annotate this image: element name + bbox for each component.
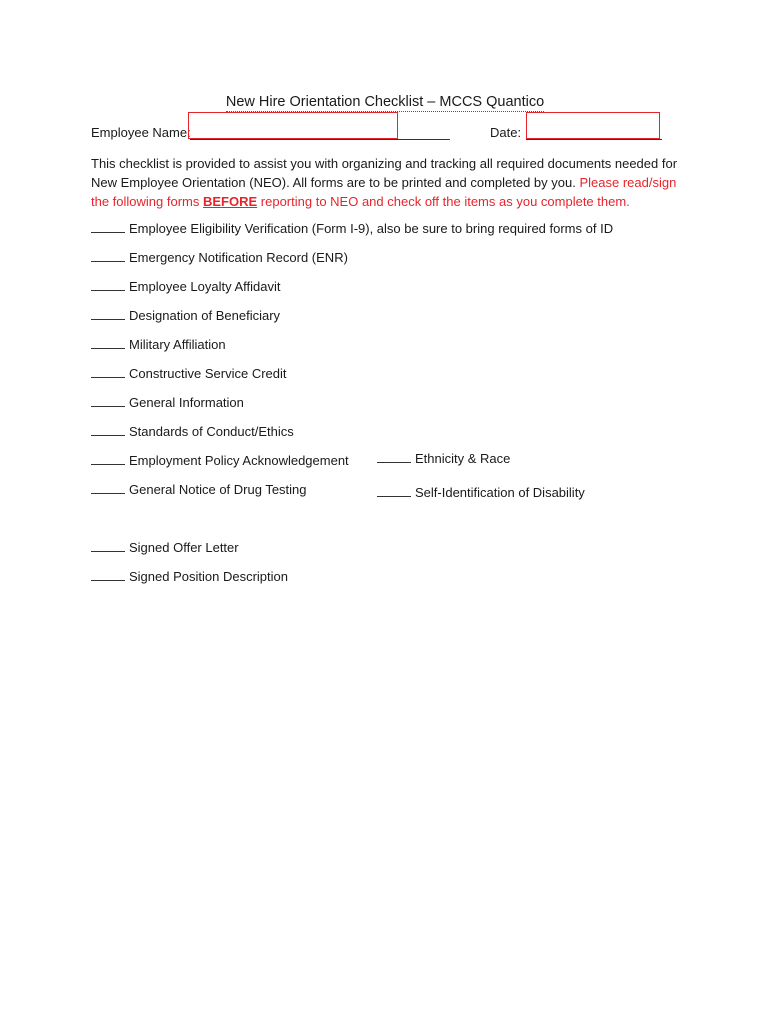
- checklist-item-enr: Emergency Notification Record (ENR): [91, 250, 348, 265]
- checklist-item-general-info: General Information: [91, 395, 244, 410]
- check-blank[interactable]: [91, 250, 125, 262]
- date-underline: [526, 139, 662, 140]
- checklist-item-ethnicity: Ethnicity & Race: [377, 451, 510, 466]
- employee-name-field[interactable]: [188, 112, 398, 139]
- check-blank[interactable]: [377, 451, 411, 463]
- date-field[interactable]: [526, 112, 660, 139]
- check-blank[interactable]: [91, 221, 125, 233]
- check-blank[interactable]: [91, 569, 125, 581]
- check-blank[interactable]: [377, 485, 411, 497]
- intro-instructions: Please read/sign the following forms BEFORE reporting to NEO and check off the items as you complete them.: [91, 175, 677, 209]
- employee-name-underline: [190, 139, 450, 140]
- checklist-item-loyalty: Employee Loyalty Affidavit: [91, 279, 281, 294]
- checklist-item-ethics: Standards of Conduct/Ethics: [91, 424, 294, 439]
- checklist-item-service-credit: Constructive Service Credit: [91, 366, 287, 381]
- check-blank[interactable]: [91, 424, 125, 436]
- intro-paragraph: [91, 154, 691, 211]
- checklist-item-drug-testing: General Notice of Drug Testing: [91, 482, 307, 497]
- employee-name-label: Employee Name:: [91, 125, 191, 140]
- checklist-item-position-description: Signed Position Description: [91, 569, 288, 584]
- check-blank[interactable]: [91, 337, 125, 349]
- check-blank[interactable]: [91, 453, 125, 465]
- checklist-item-military: Military Affiliation: [91, 337, 226, 352]
- checklist-item-offer-letter: Signed Offer Letter: [91, 540, 239, 555]
- check-blank[interactable]: [91, 540, 125, 552]
- intro-emphasis: BEFORE: [203, 194, 258, 209]
- checklist-item-disability: Self-Identification of Disability: [377, 485, 585, 500]
- checklist-item-policy: Employment Policy Acknowledgement: [91, 453, 349, 468]
- check-blank[interactable]: [91, 366, 125, 378]
- checklist-item-beneficiary: Designation of Beneficiary: [91, 308, 280, 323]
- intro-text: This checklist is provided to assist you with organizing and tracking all required documents needed for New Employee Orientation (NEO). All forms are to be printed and completed by you.: [91, 156, 678, 190]
- check-blank[interactable]: [91, 395, 125, 407]
- check-blank[interactable]: [91, 279, 125, 291]
- document-title: New Hire Orientation Checklist – MCCS Quantico: [225, 94, 545, 110]
- date-label: Date:: [490, 125, 522, 140]
- checklist-item-i9: Employee Eligibility Verification (Form I-9), also be sure to bring required forms of ID: [91, 221, 613, 236]
- check-blank[interactable]: [91, 482, 125, 494]
- check-blank[interactable]: [91, 308, 125, 320]
